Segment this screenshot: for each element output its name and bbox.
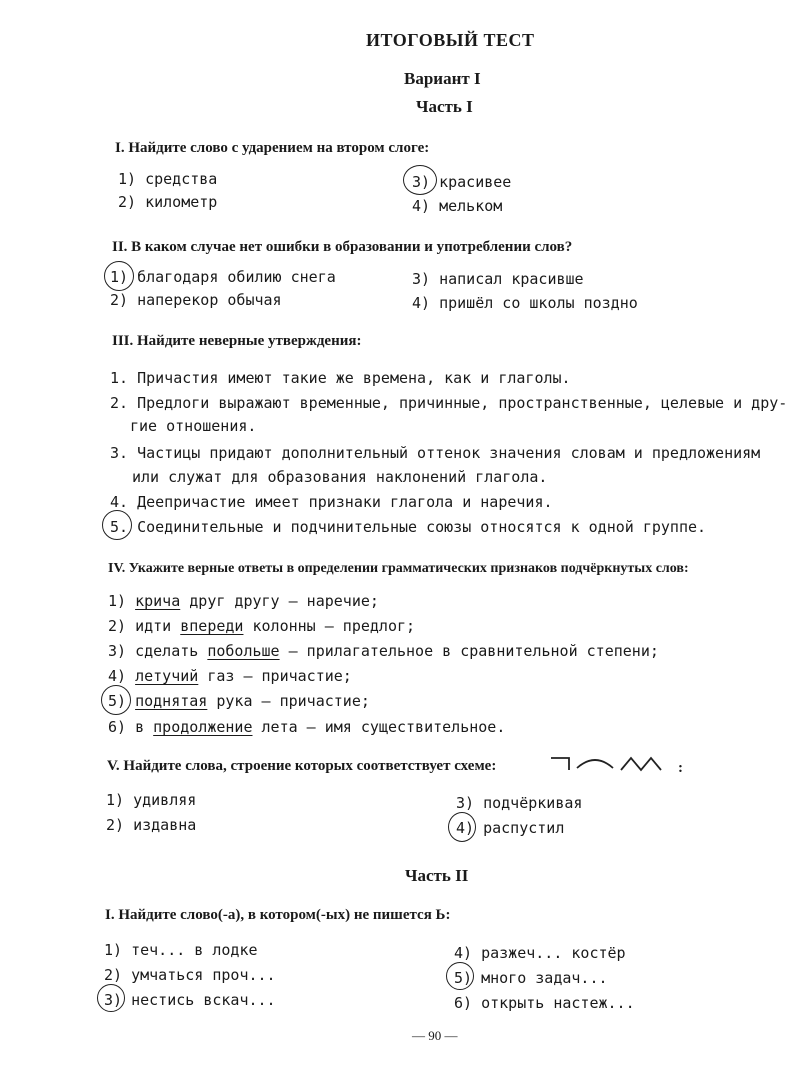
q3-statement-5: 5. Соединительные и подчинительные союзы относятся к одной группе. [110, 518, 707, 536]
test-title: ИТОГОВЫЙ ТЕСТ [366, 30, 535, 50]
q3-statement-2-cont: гие отношения. [130, 417, 257, 435]
item-text-after: — прилагательное в сравнительной степени; [279, 642, 659, 660]
question-3-heading: III. Найдите неверные утверждения: [112, 333, 362, 349]
variant-title: Вариант I [404, 69, 481, 88]
answer-circle-mark [448, 812, 476, 842]
p2-option-3: 3) нестись вскач... [104, 991, 276, 1009]
q5-option-1: 1) удивляя [106, 791, 197, 809]
q5-option-2: 2) издавна [106, 816, 197, 834]
q3-statement-4: 4. Деепричастие имеет признаки глагола и наречия. [110, 493, 553, 511]
item-num: 1) [108, 592, 127, 610]
answer-circle-mark [101, 685, 131, 715]
item-text-before: сделать [135, 642, 208, 660]
question-5-heading: V. Найдите слова, строение которых соответствует схеме: [107, 758, 497, 774]
item-text-after: газ — причастие; [198, 667, 352, 685]
q3-statement-1: 1. Причастия имеют такие же времена, как и глаголы. [110, 369, 571, 387]
item-num: 2) [108, 617, 127, 635]
underlined-word: продолжение [153, 718, 253, 736]
answer-circle-mark [97, 984, 125, 1012]
q4-item-1 [108, 592, 379, 610]
item-text-after: рука — причастие; [207, 692, 370, 710]
q3-statement-3-cont: или служат для образования наклонений глагола. [132, 468, 548, 486]
part-2-title: Часть II [405, 866, 469, 885]
q1-option-2: 2) километр [118, 193, 218, 211]
q1-option-4: 4) мельком [412, 197, 503, 215]
question-5-colon: : [678, 760, 683, 776]
p2-option-1: 1) теч... в лодке [104, 941, 258, 959]
item-text-before: в [135, 718, 154, 736]
q2-option-2: 2) наперекор обычая [110, 291, 282, 309]
q2-option-1: 1) благодаря обилию снега [110, 268, 336, 286]
underlined-word: побольше [207, 642, 280, 660]
item-text-after: лета — имя существительное. [252, 718, 506, 736]
item-num: 4) [108, 667, 127, 685]
page-number: — 90 — [412, 1028, 458, 1043]
item-text-after: друг другу — наречие; [180, 592, 379, 610]
answer-circle-mark [446, 962, 474, 990]
q5-option-4: 4) распустил [456, 819, 565, 837]
q4-item-2 [108, 617, 415, 635]
question-4-heading: IV. Укажите верные ответы в определении грамматических признаков подчёркнутых слов: [108, 561, 689, 576]
answer-circle-mark [102, 510, 132, 540]
question-2-heading: II. В каком случае нет ошибки в образовании и употреблении слов? [112, 239, 573, 255]
p2-option-6: 6) открыть настеж... [454, 994, 635, 1012]
p2-option-2: 2) умчаться проч... [104, 966, 276, 984]
underlined-word: летучий [135, 667, 199, 685]
q3-statement-3: 3. Частицы придают дополнительный оттенок значения словам и предложениям [110, 444, 761, 462]
p2-option-5: 5) много задач... [454, 969, 608, 987]
p2-option-4: 4) разжеч... костёр [454, 944, 626, 962]
underlined-word: впереди [180, 617, 244, 635]
q4-item-6 [108, 718, 505, 736]
underlined-word: крича [135, 592, 181, 610]
part-1-title: Часть I [416, 97, 473, 116]
item-num: 5) [108, 692, 127, 710]
item-text-before: идти [135, 617, 181, 635]
answer-circle-mark [403, 165, 437, 195]
q2-option-3: 3) написал красивше [412, 270, 584, 288]
underlined-word: поднятая [135, 692, 208, 710]
item-num: 3) [108, 642, 127, 660]
answer-circle-mark [104, 261, 134, 291]
q3-statement-2: 2. Предлоги выражают временные, причинные, пространственные, целевые и дру- [110, 394, 788, 412]
item-num: 6) [108, 718, 127, 736]
item-text-after: колонны — предлог; [243, 617, 416, 635]
q4-item-4 [108, 667, 352, 685]
q4-item-3 [108, 642, 659, 660]
part2-question-1-heading: I. Найдите слово(-а), в котором(-ых) не пишется Ь: [105, 907, 451, 923]
q1-option-1: 1) средства [118, 170, 218, 188]
q5-option-3: 3) подчёркивая [456, 794, 583, 812]
q2-option-4: 4) пришёл со школы поздно [412, 294, 638, 312]
q4-item-5 [108, 692, 370, 710]
question-1-heading: I. Найдите слово с ударением на втором слоге: [115, 140, 430, 156]
q1-option-3: 3) красивее [412, 173, 512, 191]
morpheme-scheme-icon [547, 750, 677, 776]
